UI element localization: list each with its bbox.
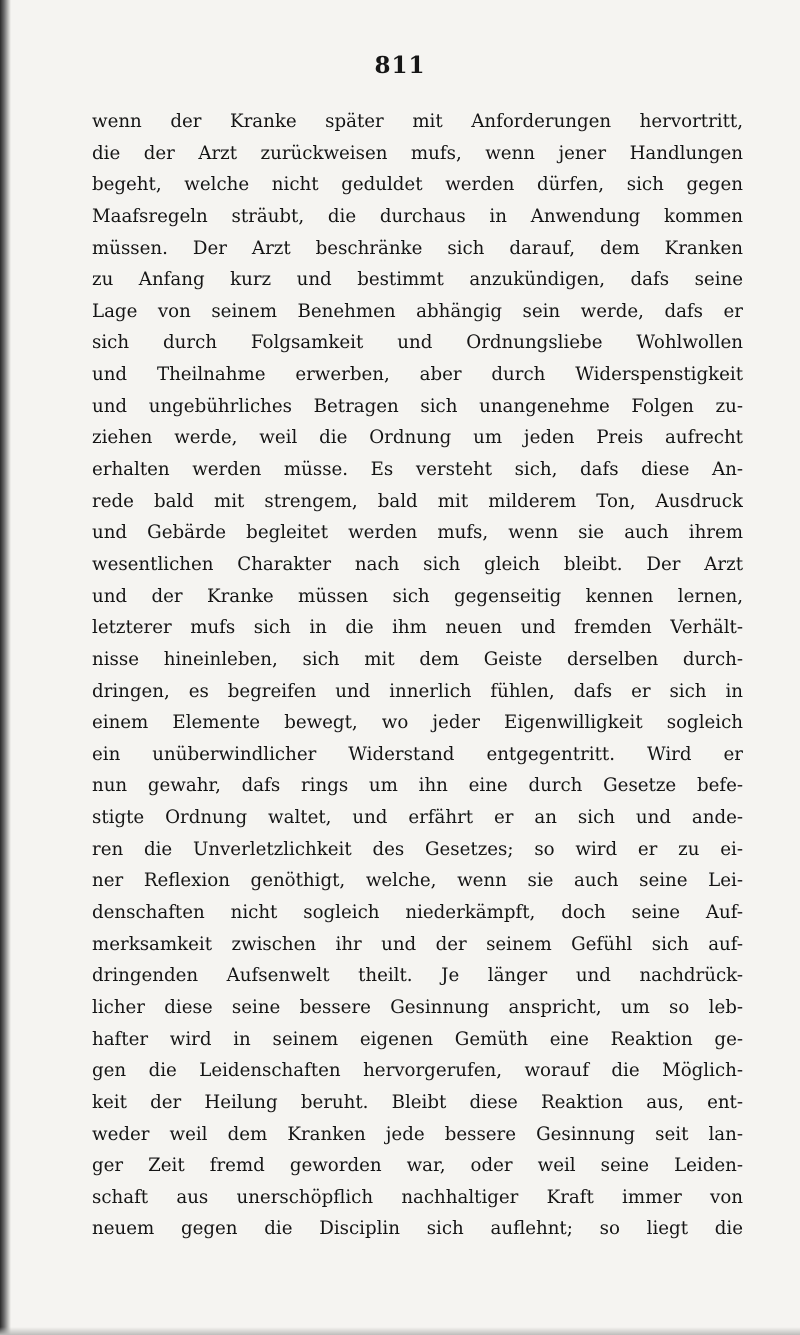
text-line: und ungebührliches Betragen sich unangenehme Folgen zu- [92,395,743,417]
text-line: letzterer mufs sich in die ihm neuen und fremden Verhält- [92,617,743,639]
text-line: nisse hineinleben, sich mit dem Geiste derselben durch- [92,648,743,670]
text-line: nun gewahr, dafs rings um ihn eine durch Gesetze befe- [92,775,743,797]
text-line: dringenden Aufsenwelt theilt. Je länger und nachdrück- [92,965,743,987]
text-line: schaft aus unerschöpflich nachhaltiger Kraft immer von [92,1186,743,1208]
body-text [92,106,743,1245]
page-binding-shadow [0,0,11,1335]
text-line: dringen, es begreifen und innerlich fühlen, dafs er sich in [92,680,743,702]
text-line: ren die Unverletzlichkeit des Gesetzes; so wird er zu ei- [92,838,743,860]
text-line: Lage von seinem Benehmen abhängig sein werde, dafs er [92,300,743,322]
text-line: müssen. Der Arzt beschränke sich darauf, dem Kranken [92,237,743,259]
text-line: wenn der Kranke später mit Anforderungen hervortritt, [92,111,743,132]
text-line: denschaften nicht sogleich niederkämpft, doch seine Auf- [92,902,743,924]
text-line: rede bald mit strengem, bald mit milderem Ton, Ausdruck [92,490,743,512]
text-line: ger Zeit fremd geworden war, oder weil seine Leiden- [92,1155,743,1177]
text-line: hafter wird in seinem eigenen Gemüth eine Reaktion ge- [92,1028,743,1050]
text-line: zu Anfang kurz und bestimmt anzukündigen, dafs seine [92,269,743,291]
text-line: erhalten werden müsse. Es versteht sich, dafs diese An- [92,459,743,481]
text-line: Maafsregeln sträubt, die durchaus in Anwendung kommen [92,205,743,227]
text-line: die der Arzt zurückweisen mufs, wenn jener Handlungen [92,142,743,164]
text-line: und Theilnahme erwerben, aber durch Widerspenstigkeit [92,364,743,386]
text-line: ein unüberwindlicher Widerstand entgegentritt. Wird er [92,743,743,765]
text-line: wesentlichen Charakter nach sich gleich bleibt. Der Arzt [92,553,743,575]
text-line: sich durch Folgsamkeit und Ordnungsliebe Wohlwollen [92,332,743,354]
text-line: merksamkeit zwischen ihr und der seinem Gefühl sich auf- [92,933,743,955]
text-line: einem Elemente bewegt, wo jeder Eigenwilligkeit sogleich [92,712,743,734]
text-line: neuem gegen die Disciplin sich auflehnt; so liegt die [92,1218,743,1240]
text-line: und Gebärde begleitet werden mufs, wenn sie auch ihrem [92,522,743,544]
text-line: gen die Leidenschaften hervorgerufen, worauf die Möglich- [92,1060,743,1082]
page-bottom-edge [0,1327,800,1335]
page-number: 811 [374,52,426,79]
text-line: begeht, welche nicht geduldet werden dürfen, sich gegen [92,174,743,196]
text-line: keit der Heilung beruht. Bleibt diese Reaktion aus, ent- [92,1091,743,1113]
text-line: stigte Ordnung waltet, und erfährt er an sich und ande- [92,807,743,829]
text-line: und der Kranke müssen sich gegenseitig kennen lernen, [92,585,743,607]
text-line: licher diese seine bessere Gesinnung anspricht, um so leb- [92,996,743,1018]
text-line: weder weil dem Kranken jede bessere Gesinnung seit lan- [92,1123,743,1145]
text-line: ner Reflexion genöthigt, welche, wenn sie auch seine Lei- [92,870,743,892]
text-line: ziehen werde, weil die Ordnung um jeden Preis aufrecht [92,427,743,449]
